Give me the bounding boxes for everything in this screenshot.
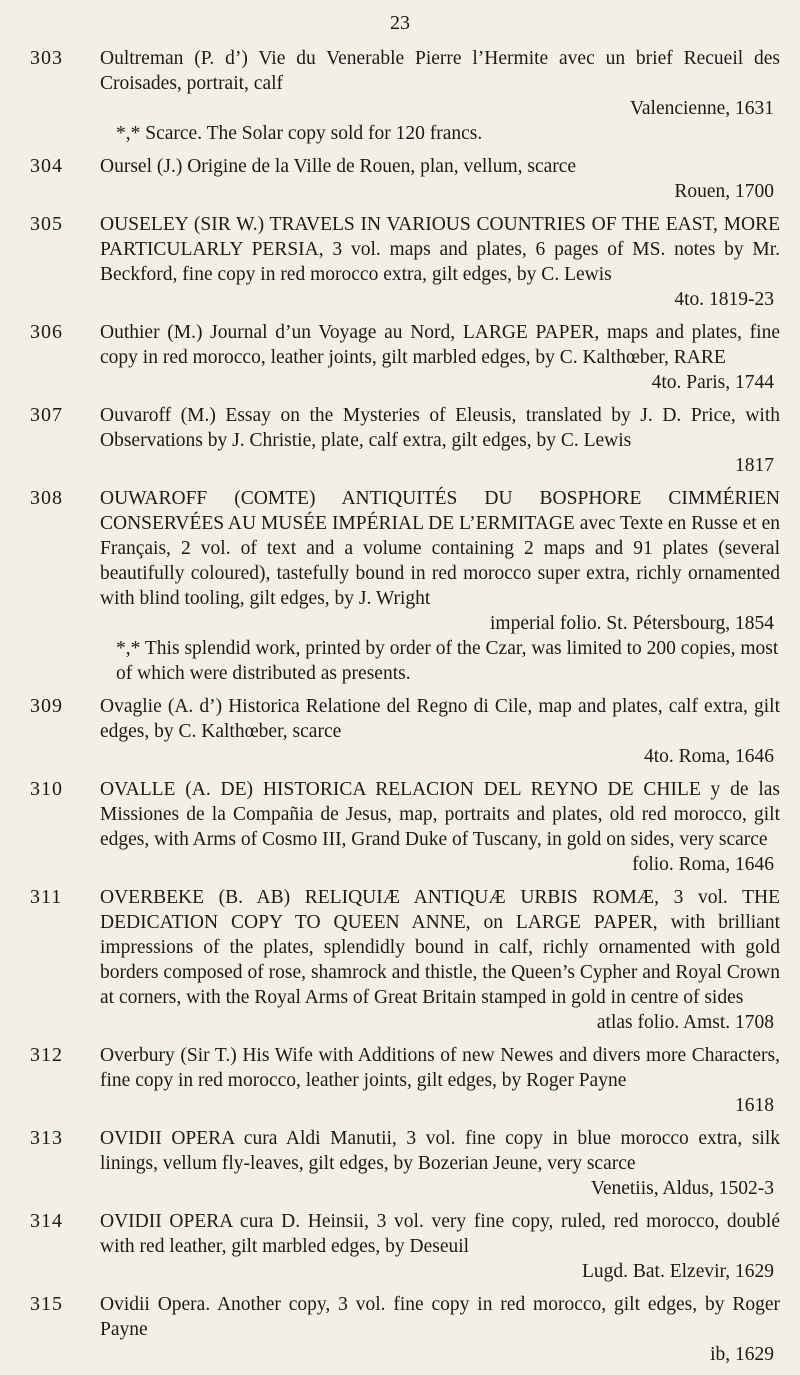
entry-imprint: Rouen, 1700	[674, 181, 774, 202]
entry-imprint: 4to. Paris, 1744	[651, 372, 774, 393]
entry-imprint: Lugd. Bat. Elzevir, 1629	[581, 1261, 774, 1282]
catalogue-entry	[20, 885, 780, 1035]
catalogue-entry	[20, 46, 780, 146]
entry-description: OVIDII OPERA cura Aldi Manutii, 3 vol. fine copy in blue morocco extra, silk linings, vellum fly-leaves, gilt edges, by Bozerian Jeune, very scarce	[100, 1128, 780, 1174]
entry-description: Overbury (Sir T.) His Wife with Additions of new Newes and divers more Characters, fine copy in red morocco, leather joints, gilt edges, by Roger Payne	[100, 1045, 780, 1091]
catalogue-entry	[20, 1126, 780, 1201]
catalogue-entry	[20, 320, 780, 395]
entry-description: Ovidii Opera. Another copy, 3 vol. fine copy in red morocco, gilt edges, by Roger Payne	[100, 1294, 780, 1340]
entry-list	[20, 46, 780, 1375]
lot-number: 306	[30, 321, 63, 343]
lot-number: 310	[30, 778, 63, 800]
entry-imprint: Venetiis, Aldus, 1502-3	[590, 1178, 774, 1199]
entry-description: OVALLE (A. DE) HISTORICA RELACION DEL REYNO DE CHILE y de las Missiones de la Compañia de Jesus, map, portraits and plates, old red morocco, gilt edges, with Arms of Cosmo III, Grand Duke of Tuscany, in gold on sides, very scarce	[100, 779, 780, 850]
catalogue-entry	[20, 1209, 780, 1284]
entry-description: Ovaglie (A. d’) Historica Relatione del Regno di Cile, map and plates, calf extra, gilt edges, by C. Kalthœber, scarce	[100, 696, 780, 742]
entry-description: Oultreman (P. d’) Vie du Venerable Pierre l’Hermite avec un brief Recueil des Croisades, portrait, calf	[100, 48, 780, 94]
catalogue-entry	[20, 154, 780, 204]
entry-description: Outhier (M.) Journal d’un Voyage au Nord, LARGE PAPER, maps and plates, fine copy in red morocco, leather joints, gilt marbled edges, by C. Kalthœber, RARE	[100, 322, 780, 368]
entry-imprint: atlas folio. Amst. 1708	[596, 1012, 774, 1033]
catalogue-entry	[20, 403, 780, 478]
entry-description: Oursel (J.) Origine de la Ville de Rouen, plan, vellum, scarce	[100, 156, 577, 177]
catalogue-entry	[20, 212, 780, 312]
lot-number: 315	[30, 1293, 63, 1315]
entry-imprint: imperial folio. St. Pétersbourg, 1854	[490, 613, 774, 634]
catalogue-entry	[20, 1292, 780, 1367]
entry-imprint: Valencienne, 1631	[629, 98, 774, 119]
entry-description: OUWAROFF (COMTE) ANTIQUITÉS DU BOSPHORE CIMMÉRIEN CONSERVÉES AU MUSÉE IMPÉRIAL DE L’ERMITAGE avec Texte en Russe et en Français, 2 vol. of text and a volume containing 2 maps and 91 plates (several beautifully coloured), tastefully bound in red morocco super extra, richly ornamented with blind tooling, gilt edges, by J. Wright	[100, 488, 780, 609]
entry-imprint: 4to. Roma, 1646	[644, 746, 774, 767]
lot-number: 305	[30, 213, 63, 235]
catalogue-entry	[20, 777, 780, 877]
catalogue-entry	[20, 694, 780, 769]
lot-number: 311	[30, 886, 63, 908]
entry-imprint: 1618	[735, 1095, 774, 1116]
catalogue-entry	[20, 486, 780, 686]
entry-description: OUSELEY (SIR W.) TRAVELS IN VARIOUS COUNTRIES OF THE EAST, MORE PARTICULARLY PERSIA, 3 vol. maps and plates, 6 pages of MS. notes by Mr. Beckford, fine copy in red morocco extra, gilt edges, by C. Lewis	[100, 214, 780, 285]
entry-note: *,* Scarce. The Solar copy sold for 120 francs.	[116, 123, 483, 144]
lot-number: 307	[30, 404, 63, 426]
entry-imprint: 1817	[735, 455, 774, 476]
entry-imprint: folio. Roma, 1646	[632, 854, 774, 875]
lot-number: 314	[30, 1210, 63, 1232]
lot-number: 303	[30, 47, 63, 69]
entry-imprint: 4to. 1819-23	[674, 289, 774, 310]
lot-number: 308	[30, 487, 63, 509]
lot-number: 312	[30, 1044, 63, 1066]
lot-number: 304	[30, 155, 63, 177]
page-number: 23	[390, 12, 410, 34]
entry-description: Ouvaroff (M.) Essay on the Mysteries of Eleusis, translated by J. D. Price, with Observations by J. Christie, plate, calf extra, gilt edges, by C. Lewis	[100, 405, 780, 451]
entry-imprint: ib, 1629	[710, 1344, 774, 1365]
entry-note: *,* This splendid work, printed by order of the Czar, was limited to 200 copies, most of which were distributed as presents.	[116, 638, 779, 684]
lot-number: 309	[30, 695, 63, 717]
catalogue-entry	[20, 1043, 780, 1118]
lot-number: 313	[30, 1127, 63, 1149]
entry-description: OVIDII OPERA cura D. Heinsii, 3 vol. very fine copy, ruled, red morocco, doublé with red leather, gilt marbled edges, by Deseuil	[100, 1211, 780, 1257]
entry-description: OVERBEKE (B. AB) RELIQUIÆ ANTIQUÆ URBIS ROMÆ, 3 vol. THE DEDICATION COPY TO QUEEN ANNE, on LARGE PAPER, with brilliant impressions of the plates, splendidly bound in calf, richly ornamented with gold borders composed of rose, shamrock and thistle, the Queen’s Cypher and Royal Crown at corners, with the Royal Arms of Great Britain stamped in gold in centre of sides	[100, 887, 780, 1008]
